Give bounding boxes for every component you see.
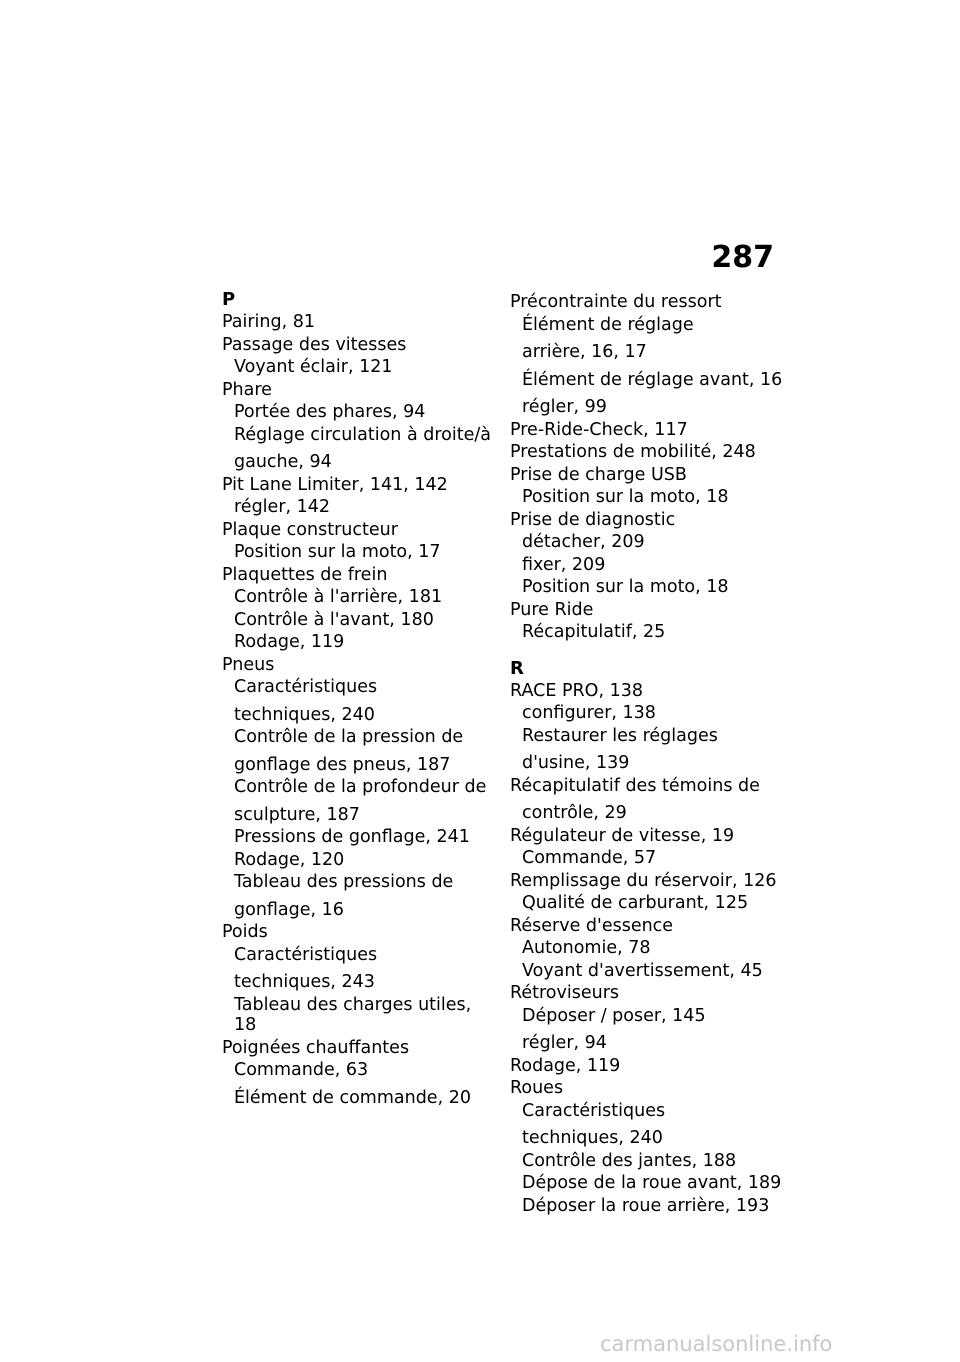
index-subentry: régler, 99	[522, 397, 607, 417]
index-subentry: Contrôle des jantes, 188	[522, 1150, 737, 1171]
index-entry: Phare	[222, 379, 272, 400]
index-subentry: fixer, 209	[522, 554, 606, 575]
index-entry: Rodage, 119	[510, 1055, 621, 1076]
index-entry: Passage des vitesses	[222, 334, 407, 355]
index-subentry: Dépose de la roue avant, 189	[522, 1173, 782, 1193]
index-subentry: techniques, 243	[234, 972, 375, 992]
index-subentry: gonflage des pneus, 187	[234, 754, 451, 775]
index-subentry: d'usine, 139	[522, 753, 630, 773]
index-entry: Prestations de mobilité, 248	[510, 442, 756, 462]
index-subentry: Qualité de carburant, 125	[522, 893, 749, 913]
index-entries-r	[510, 681, 785, 1217]
index-entry: Pneus	[222, 654, 275, 675]
index-subentry: Récapitulatif, 25	[522, 622, 666, 642]
index-subentry: Commande, 63	[234, 1060, 369, 1080]
index-entry: Pit Lane Limiter, 141, 142	[222, 474, 448, 495]
index-subentry: Caractéristiques	[522, 1100, 666, 1121]
index-entries-p-left	[222, 312, 497, 1108]
index-letter-heading: R	[510, 657, 524, 679]
index-entry: Remplissage du réservoir, 126	[510, 870, 777, 891]
index-entry: Plaque constructeur	[222, 519, 398, 540]
index-subentry: techniques, 240	[522, 1128, 663, 1148]
index-entry: RACE PRO, 138	[510, 680, 643, 701]
index-column-right	[510, 290, 785, 1216]
index-subentry: gauche, 94	[234, 452, 332, 472]
index-subentry: Autonomie, 78	[522, 938, 651, 958]
index-entry: Pre-Ride-Check, 117	[510, 419, 688, 440]
index-subentry: Tableau des pressions de	[234, 872, 454, 892]
index-entry: Poids	[222, 922, 268, 942]
index-subentry: configurer, 138	[522, 703, 656, 723]
index-subentry: techniques, 240	[234, 704, 375, 725]
index-subentry: détacher, 209	[522, 532, 645, 552]
index-subentry: Pressions de gonflage, 241	[234, 827, 470, 847]
index-subentry: Élément de commande, 20	[234, 1087, 471, 1108]
watermark: carmanualsonline.info	[600, 1332, 833, 1356]
page-number: 287	[711, 240, 774, 275]
index-entries-p-right	[510, 292, 785, 643]
index-entry: Roues	[510, 1078, 564, 1098]
index-subentry: régler, 142	[234, 497, 331, 517]
index-entry: Réserve d'essence	[510, 915, 674, 936]
index-entry: Pure Ride	[510, 599, 594, 620]
index-subentry: Portée des phares, 94	[234, 402, 426, 422]
index-subentry: Voyant d'avertissement, 45	[522, 960, 763, 981]
index-subentry: Caractéristiques	[234, 677, 378, 697]
index-subentry: Position sur la moto, 18	[522, 577, 729, 597]
index-column-left	[222, 290, 497, 1108]
index-subentry: régler, 94	[522, 1033, 607, 1053]
index-entry: Rétroviseurs	[510, 983, 620, 1003]
index-subentry: Déposer la roue arrière, 193	[522, 1195, 770, 1216]
index-subentry: Réglage circulation à droite/à	[234, 424, 491, 445]
index-letter-heading: P	[222, 289, 236, 310]
index-subentry: Position sur la moto, 18	[522, 487, 729, 507]
index-subentry: Contrôle de la pression de	[234, 727, 464, 747]
index-subentry: contrôle, 29	[522, 803, 627, 823]
index-subentry: Commande, 57	[522, 848, 657, 868]
index-subentry: Restaurer les réglages	[522, 725, 718, 746]
index-subentry: Rodage, 119	[234, 632, 345, 652]
index-entry: Prise de diagnostic	[510, 509, 676, 530]
index-entry: Régulateur de vitesse, 19	[510, 825, 735, 846]
index-subentry: Élément de réglage	[522, 314, 694, 335]
index-subentry: Contrôle à l'arrière, 181	[234, 587, 443, 607]
index-subentry: Voyant éclair, 121	[234, 357, 393, 377]
index-subentry: Contrôle à l'avant, 180	[234, 609, 434, 630]
index-entry: Récapitulatif des témoins de	[510, 775, 760, 796]
index-subentry: Contrôle de la profondeur de	[234, 777, 487, 797]
index-subentry: Tableau des charges utiles, 18	[234, 994, 472, 1035]
section-gap	[510, 643, 785, 659]
index-subentry: arrière, 16, 17	[522, 342, 647, 362]
index-entry: Prise de charge USB	[510, 464, 687, 485]
index-entry: Pairing, 81	[222, 312, 316, 332]
index-subentry: gonflage, 16	[234, 899, 344, 920]
index-entry: Plaquettes de frein	[222, 564, 388, 585]
index-entry: Précontrainte du ressort	[510, 292, 722, 312]
index-entry: Poignées chauffantes	[222, 1037, 410, 1058]
index-subentry: Élément de réglage avant, 16	[522, 369, 783, 390]
index-subentry: Position sur la moto, 17	[234, 542, 441, 562]
index-subentry: sculpture, 187	[234, 804, 360, 825]
index-subentry: Caractéristiques	[234, 944, 378, 965]
index-subentry: Rodage, 120	[234, 849, 345, 870]
index-subentry: Déposer / poser, 145	[522, 1005, 706, 1026]
